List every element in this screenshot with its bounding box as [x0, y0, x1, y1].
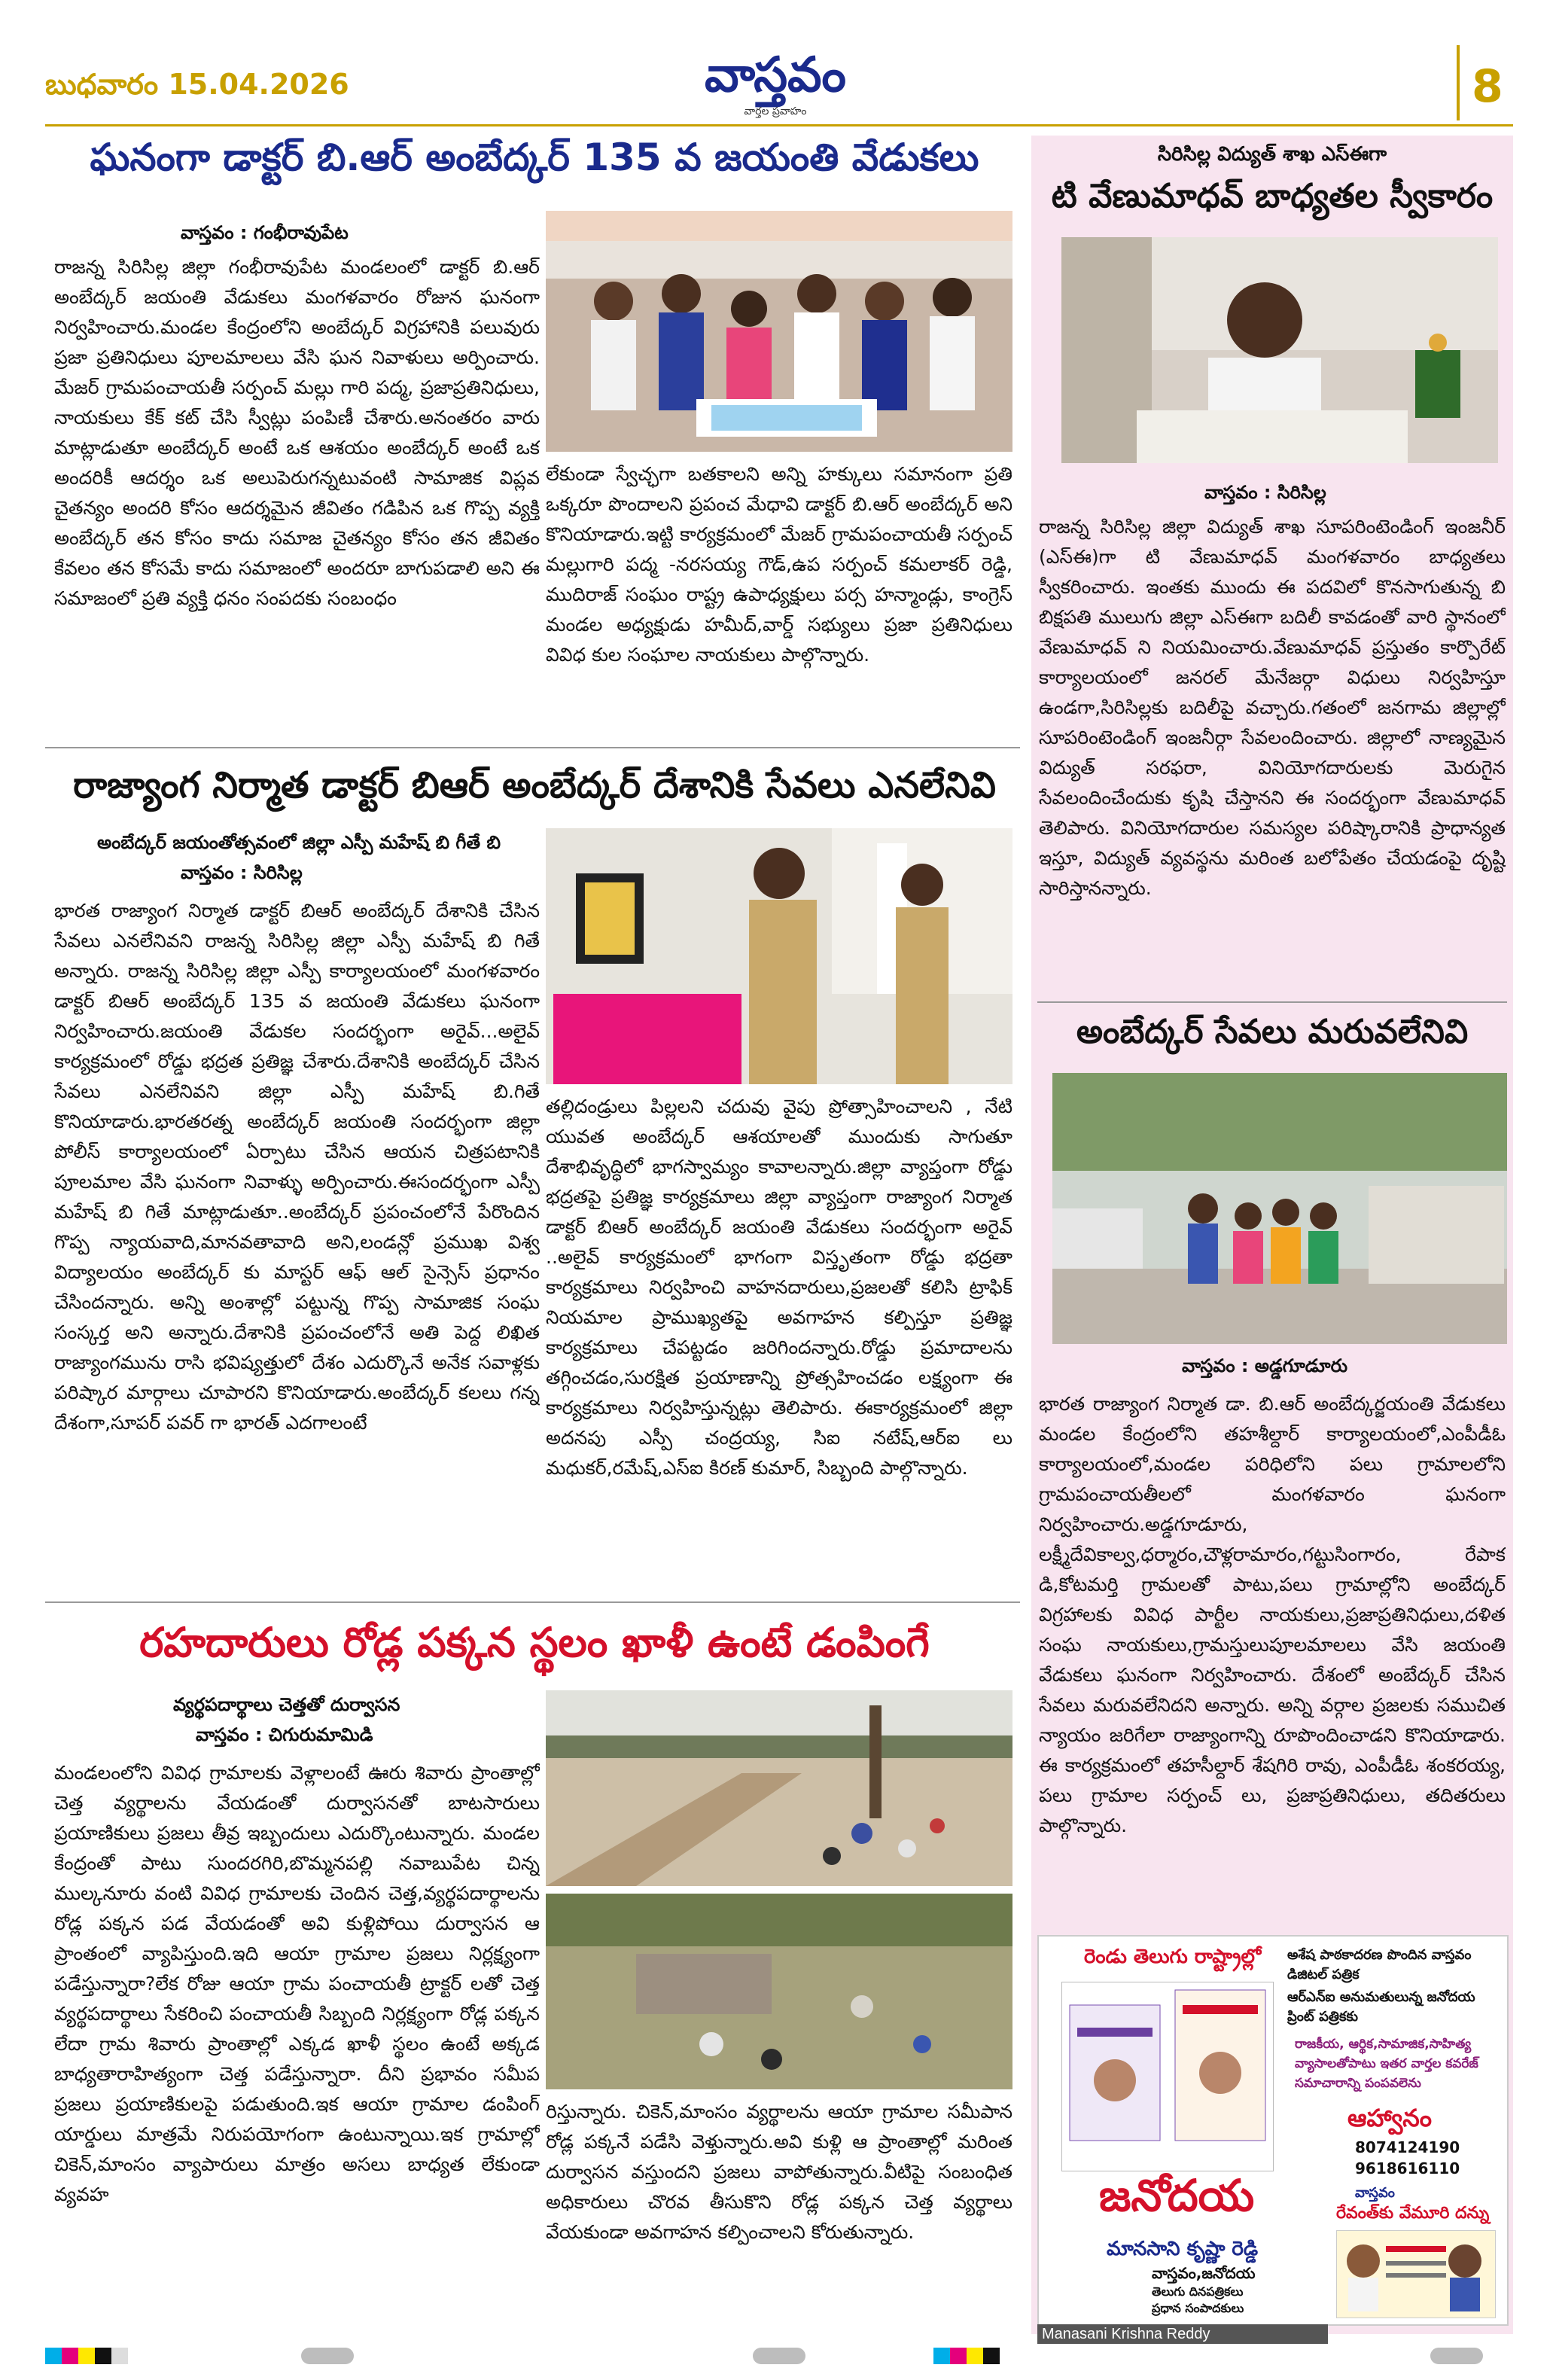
- cyan-swatch-right: [933, 2348, 950, 2364]
- article2-photo-sp-tribute: [546, 828, 1012, 1084]
- ad-editor-role1: వాస్తవం,జనోదయ: [1152, 2264, 1256, 2282]
- ad-footer-name: Manasani Krishna Reddy: [1037, 2324, 1328, 2344]
- article3-headline: రహదారులు రోడ్ల పక్కన స్థలం ఖాళీ ఉంటే డంపింగే: [139, 1619, 930, 1666]
- sidebar1-dateline: వాస్తవం : సిరిసిల్ల: [1204, 482, 1326, 503]
- registration-mark-left: [301, 2348, 354, 2364]
- article3-photo-dumping-roadside: [546, 1690, 1012, 1886]
- celebration-photo-svg: [546, 211, 1012, 452]
- ad-newspaper-collage: [1061, 1982, 1274, 2171]
- black-swatch: [95, 2348, 111, 2364]
- magenta-swatch: [62, 2348, 78, 2364]
- article1-column2: లేకుండా స్వేచ్ఛగా బతకాలని అన్ని హక్కులు సమానంగా ప్రతి ఒక్కరూ పొందాలని ప్రపంచ మేధావి డాక్టర్ బి.ఆర్ అంబేద్కర్ అని కొనియాడారు.ఇట్టి కార్యక్రమంలో మేజర్ గ్రామపంచాయతీ సర్పంచ్ మల్లుగారి పద్మ -నరసయ్య గౌడ్,ఉప సర్పంచ్ కమలాకర్ రెడ్డి, ముదిరాజ్ సంఘం రాష్ట్ర ఉపాధ్యక్షులు పర్స హన్మాండ్లు, కాంగ్రెస్ మండల అధ్యక్షుడు హమీద్,వార్డ్ సభ్యులు ప్రజా ప్రతినిధులు వివిధ కుల సంఘాల నాయకులు పాల్గొన్నారు.: [546, 463, 1012, 666]
- article3-kicker: వ్యర్థపదార్థాలు చెత్తతో దుర్వాసన: [173, 1694, 400, 1715]
- sidebar2-body: భారత రాజ్యాంగ నిర్మాత డా. బి.ఆర్ అంబేద్కర్జయంతి వేడుకలు మండల కేంద్రంలోని తహశీల్దార్ కార్యాలయంలో,ఎంపీడీఓ కార్యాలయంలో,మండల పరిధిలోని పలు గ్రామాలలోని గ్రామపంచాయతీలలో మంగళవారం ఘనంగా నిర్వహించారు.అడ్డగూడూరు, లక్ష్మీదేవికాల్వ,ధర్మారం,చౌళ్లరామారం,గట్టుసింగారం, రేపాక డి,కోటమర్తి గ్రామలతో పాటు,పలు గ్రామాల్లోని అంబేద్కర్ విగ్రహాలకు వివిధ పార్టీల నాయకులు,ప్రజాప్రతినిధులు,దళిత సంఘ నాయకులు,గ్రామస్తులుపూలమాలలు వేసి జయంతి వేడుకలు ఘనంగా నిర్వహించారు. దేశంలో అంబేద్కర్ చేసిన సేవలు మరువలేనిదని అన్నారు. అన్ని వర్గాల ప్రజలకు సముచిత న్యాయం జరిగేలా రాజ్యాంగాన్ని రూపొందించాడని కొనియాడారు. ఈ కార్యక్రమంలో తహసీల్దార్ శేషగిరి రావు, ఎంపీడీఓ శంకరయ్య, పలు గ్రామాల సర్పంచ్ లు, ప్రజాప్రతినిధులు, తదితరులు పాల్గొన్నారు.: [1039, 1393, 1506, 1836]
- article2-divider: [45, 1601, 1020, 1603]
- ad-line3: ఆర్ఎన్ఐ అనుమతులున్న జనోదయ ప్రింట్ పత్రికకు: [1287, 1989, 1475, 2025]
- article2-column2: తల్లిదండ్రులు పిల్లలని చదువు వైపు ప్రోత్సాహించాలని , నేటి యువత అంబేద్కర్ ఆశయాలతో ముందుకు సాగుతూ దేశాభివృద్ధిలో భాగస్వామ్యం కావాలన్నారు.జిల్లా వ్యాప్తంగా రోడ్డు భద్రతపై ప్రతిజ్ఞ కార్యక్రమాలు జిల్లా వ్యాప్తంగా రాజ్యాంగ నిర్మాత డాక్టర్ బిఆర్ అంబేద్కర్ జయంతి వేడుకలు సందర్భంగా అరైవ్ ..అలైవ్ కార్యక్రమంలో భాగంగా విస్తృతంగా రోడ్డు భద్రతా కార్యక్రమాలు నిర్వహించి వాహనదారులు,ప్రజలతో కలిసి ట్రాఫిక్ నియమాల ప్రాముఖ్యతపై అవగాహన కల్పిస్తూ ప్రతిజ్ఞ కార్యక్రమాలు చేపట్టడం జరిగిందన్నారు.రోడ్డు ప్రమాదాలను తగ్గించడం,సురక్షిత ప్రయాణాన్ని ప్రోత్సహించడం లక్ష్యంగా ఈ కార్యక్రమాలు నిర్వహిస్తున్నట్లు తెలిపారు. ఈకార్యక్రమంలో జిల్లా అదనపు ఎస్పీ చంద్రయ్య, సిఐ నటేష్,ఆర్ఐ లు మధుకర్,రమేష్,ఎస్ఐ కిరణ్ కుమార్, సిబ్బంది పాల్గొన్నారు.: [546, 1096, 1012, 1479]
- paper-tagline: వార్తల ప్రవాహం: [744, 105, 807, 117]
- gray-swatch: [111, 2348, 128, 2364]
- ambedkar-statue-photo-svg: [1052, 1073, 1507, 1344]
- sidebar1-headline: టి వేణుమాధవ్ బాధ్యతల స్వీకారం: [1051, 177, 1494, 215]
- ad-line1: రెండు తెలుగు రాష్ట్రాల్లో: [1084, 1946, 1262, 1968]
- article2-kicker: అంబేద్కర్ జయంతోత్సవంలో జిల్లా ఎస్పీ మహేష్ బి గీతే బి: [97, 832, 501, 853]
- tribute-photo-svg: [546, 828, 1012, 1084]
- sidebar2-dateline: వాస్తవం : అడ్డగూడూరు: [1182, 1355, 1348, 1376]
- article2-column1: భారత రాజ్యాంగ నిర్మాత డాక్టర్ బిఆర్ అంబేద్కర్ దేశానికి చేసిన సేవలు ఎనలేనివని రాజన్న సిరిసిల్ల జిల్లా ఎస్పీ మహేష్ బి గితే అన్నారు. రాజన్న సిరిసిల్ల జిల్లా ఎస్పీ కార్యాలయంలో మంగళవారం డాక్టర్ బిఆర్ అంబేద్కర్ 135 వ జయంతి వేడుకలు ఘనంగా నిర్వహించారు.జయంతి వేడుకల సందర్భంగా అరైవ్...అలైవ్ కార్యక్రమంలో రోడ్డు భద్రత ప్రతిజ్ఞ చేశారు.దేశానికి అంబేద్కర్ చేసిన సేవలు ఎనలేనివని జిల్లా ఎస్పీ మహేష్ బి.గితే కొనియాడారు.భారతరత్న అంబేద్కర్ జయంతి సందర్భంగా జిల్లా పోలీస్ కార్యాలయంలో ఏర్పాటు చేసిన ఆయన చిత్రపటానికి పూలమాల వేసి ఘనంగా నివాళ్ళు అర్పించారు.ఈసందర్భంగా ఎస్పీ మహేష్ బి గితే మాట్లాడుతూ..అంబేద్కర్ ప్రపంచంలోనే పేరొందిన గొప్ప న్యాయవాది,మానవతావాది అని,లండన్లో ప్రముఖ విశ్వ విద్యాలయం అంబేద్కర్ కు మాస్టర్ ఆఫ్ ఆల్ సైన్సెస్ ప్రధానం చేసిందన్నారు. అన్ని అంశాల్లో పట్టున్న గొప్ప సామాజిక సంఘ సంస్కర్త అని అన్నారు.దేశానికి ప్రపంచంలోనే అతి పెద్ద లిఖిత రాజ్యాంగమును రాసి భవిష్యత్తులో దేశం ఎదుర్కొనే అనేక సవాళ్లకు పరిష్కార మార్గాలు చూపారని కొనియాడారు.అంబేద్కర్ కలలు గన్న దేశంగా,సూపర్ పవర్ గా భారత్ ఎదగాలంటే: [54, 900, 540, 1434]
- black-swatch-right: [983, 2348, 1000, 2364]
- print-registration-strip: [0, 2348, 1556, 2370]
- paper-name: వాస్తవం: [705, 47, 846, 103]
- yellow-swatch: [78, 2348, 95, 2364]
- registration-mark-right: [1430, 2348, 1483, 2364]
- ad-editor-role2: తెలుగు దినపత్రికలు: [1152, 2284, 1244, 2299]
- sidebar1-photo-venumadhav: [1061, 237, 1498, 463]
- article1-dateline: వాస్తవం : గంభీరావుపేట: [181, 222, 349, 243]
- ad-janodaya-logo: జనోదయ: [1099, 2170, 1255, 2221]
- janodaya-advertisement: [1037, 1935, 1509, 2326]
- article2-headline: రాజ్యాంగ నిర్మాత డాక్టర్ బిఆర్ అంబేద్కర్ దేశానికి సేవలు ఎనలేనివి: [73, 764, 996, 806]
- ad-editor-name: మానసాని కృష్ణా రెడ్డి: [1107, 2238, 1259, 2260]
- article1-photo-ambedkar-celebration: [546, 211, 1012, 452]
- sidebar1-body: రాజన్న సిరిసిల్ల జిల్లా విద్యుత్ శాఖ సూపరింటెండింగ్ ఇంజనీర్ (ఎస్ఈ)గా టి వేణుమాధవ్ మంగళవారం బాధ్యతలు స్వీకరించారు. ఇంతకు ముందు ఈ పదవిలో కొనసాగుతున్న బి బిక్షపతి ములుగు జిల్లా ఎస్ఈగా బదిలీ కావడంతో వారి స్థానంలో వేణుమాధవ్ ని నియమించారు.వేణుమాధవ్ ప్రస్తుతం కార్పొరేట్ కార్యాలయంలో జనరల్ మేనేజర్గా విధులు నిర్వహిస్తూ ఉండగా,సిరిసిల్లకు బదిలీపై వచ్చారు.గతంలో జనగామ జిల్లాల్లో సూపరింటెండింగ్ ఇంజనీర్గా సేవలందించారు. జిల్లాలో నాణ్యమైన విద్యుత్ సరఫరా, వినియోగదారులకు మెరుగైన సేవలందించేందుకు కృషి చేస్తానని ఈ సందర్భంగా వేణుమాధవ్ తెలిపారు. వినియోగదారుల సమస్యల పరిష్కారానికి ప్రాధాన్యత ఇస్తూ, విద్యుత్ వ్యవస్థను మరింత బలోపేతం చేయడంపై దృష్టి సారిస్తానన్నారు.: [1039, 516, 1506, 899]
- sidebar-divider: [1037, 1001, 1507, 1003]
- ad-revanth-headline: రేవంత్‌కు వేమూరి దన్ను: [1336, 2204, 1490, 2223]
- article3-photo-dumping-field: [546, 1894, 1012, 2089]
- revanth-photo-svg: [1337, 2231, 1495, 2318]
- registration-mark-center: [753, 2348, 805, 2364]
- ad-line2: అశేష పాఠకాదరణ పొందిన వాస్తవం డిజిటల్ పత్రిక: [1287, 1947, 1472, 1982]
- cyan-swatch: [45, 2348, 62, 2364]
- ad-editor-role3: ప్రధాన సంపాదకులు: [1152, 2301, 1244, 2315]
- ad-brand-small: వాస్తవం: [1355, 2185, 1395, 2201]
- sidebar2-headline: అంబేద్కర్ సేవలు మరువలేనివి: [1076, 1013, 1469, 1051]
- article2-dateline: వాస్తవం : సిరిసిల్ల: [181, 862, 303, 883]
- ad-line4: రాజకీయ, ఆర్థిక,సామాజిక,సాహిత్య వ్యాసాలతోపాటు ఇతర వార్తల కవరేజ్ సమాచారాన్ని పంపవలెను: [1295, 2037, 1478, 2091]
- dumping-photo2-svg: [546, 1894, 1012, 2089]
- newspaper-collage-svg: [1062, 1982, 1273, 2171]
- officer-photo-svg: [1061, 237, 1498, 463]
- header-rule: [45, 124, 1513, 126]
- article1-headline: ఘనంగా డాక్టర్ బి.ఆర్ అంబేద్కర్ 135 వ జయంతి వేడుకలు: [90, 136, 979, 179]
- dumping-photo1-svg: [546, 1690, 1012, 1886]
- sidebar2-photo-addaguduru: [1052, 1073, 1507, 1344]
- ad-phone2: 9618616110: [1355, 2159, 1460, 2177]
- article1-column1: రాజన్న సిరిసిల్ల జిల్లా గంభీరావుపేట మండలంలో డాక్టర్ బి.ఆర్ అంబేద్కర్ జయంతి వేడుకలు మంగళవారం రోజున ఘనంగా నిర్వహించారు.మండల కేంద్రంలోని అంబేద్కర్ విగ్రహానికి పలువురు ప్రజా ప్రతినిధులు పూలమాలలు వేసి ఘన నివాళులు అర్పించారు. మేజర్ గ్రామపంచాయతీ సర్పంచ్ మల్లు గారి పద్మ, ప్రజాప్రతినిధులు, నాయకులు కేక్ కట్ చేసి స్వీట్లు పంపిణీ చేశారు.అనంతరం వారు మాట్లాడుతూ అంబేద్కర్ అంటే ఒక ఆశయం అంబేద్కర్ అంటే ఒక అందరికీ ఆదర్శం ఒక అలుపెరుగన్నటువంటి సామాజిక విప్లవ చైతన్యం అందరి కోసం ఆదర్శమైన జీవితం గడిపిన ఒక గొప్ప వ్యక్తి అంబేద్కర్ తన కోసం కాదు సమాజ చైతన్యం కోసం తన జీవితం కేవలం తన కోసమే కాదు సమాజంలో అందరూ బాగుపడాలి అని ఈ సమాజంలో ప్రతి వ్యక్తి ధనం సంపదకు సంబంధం: [54, 256, 540, 609]
- article3-column2: రిస్తున్నారు. చికెన్,మాంసం వ్యర్థాలను ఆయా గ్రామాల సమీపాన రోడ్ల పక్కనే పడేసి వెళ్తున్నారు.అవి కుళ్లి ఆ ప్రాంతాల్లో మరింత దుర్వాసన వస్తుందని ప్రజలు వాపోతున్నారు.వీటిపై సంబంధిత అధికారులు చొరవ తీసుకొని రోడ్ల పక్కన చెత్త వ్యర్థాలు వేయకుండా అవగాహన కల్పించాలని కోరుతున్నారు.: [546, 2101, 1012, 2243]
- magenta-swatch-right: [950, 2348, 967, 2364]
- ad-revanth-photo: [1336, 2230, 1496, 2318]
- article3-column1: మండలంలోని వివిధ గ్రామాలకు వెళ్లాలంటే ఊరు శివారు ప్రాంతాల్లో చెత్త వ్యర్థాలను వేయడంతో దుర్వాసనతో బాటసారులు ప్రయాణికులు ప్రజలు తీవ్ర ఇబ్బందులు ఎదుర్కొంటున్నారు. మండల కేంద్రంతో పాటు సుందరగిరి,బొమ్మనపల్లి నవాబుపేట చిన్న ముల్కనూరు వంటి వివిధ గ్రామాలకు చెందిన చెత్త,వ్యర్థపదార్థాలను రోడ్ల పక్కన పడ వేయడంతో అవి కుళ్లిపోయి దుర్వాసన ఆ ప్రాంతంలో వ్యాపిస్తుంది.ఇది ఆయా గ్రామాల ప్రజలు నిర్లక్ష్యంగా పడేస్తున్నారా?లేక రోజు ఆయా గ్రామ పంచాయతీ ట్రాక్టర్ లతో చెత్త వ్యర్థపదార్థాలు సేకరించి పంచాయతీ సిబ్బంది నిర్లక్ష్యంగా రోడ్ల పక్కన లేదా గ్రామ శివారు ప్రాంతాల్లో ఎక్కడ ఖాళీ స్థలం ఉంటే అక్కడ బాధ్యతారాహిత్యంగా చెత్త పడేస్తున్నారా. దీని ప్రభావం సమీప ప్రజలు ప్రయాణికులపై పడుతుంది.ఇక ఆయా గ్రామాల డంపింగ్ యార్డులు మాత్రమే నిరుపయోగంగా ఉంటున్నాయి.ఇక గ్రామాల్లో చికెన్,మాంసం వ్యాపారులు మాత్రం అసలు బాధ్యత లేకుండా వ్యవహ: [54, 1762, 540, 2205]
- page-number: 8: [1472, 60, 1503, 113]
- issue-date: బుధవారం 15.04.2026: [45, 68, 349, 101]
- page-number-divider: [1457, 45, 1460, 120]
- article3-dateline: వాస్తవం : చిగురుమామిడి: [196, 1724, 373, 1745]
- ad-phone1: 8074124190: [1355, 2138, 1460, 2156]
- yellow-swatch-right: [967, 2348, 983, 2364]
- ad-invite: ఆహ్వానం: [1347, 2104, 1432, 2132]
- article1-divider: [45, 747, 1020, 748]
- masthead-logo: [685, 45, 866, 136]
- sidebar1-kicker: సిరిసిల్ల విద్యుత్ శాఖ ఎస్ఈగా: [1157, 143, 1387, 166]
